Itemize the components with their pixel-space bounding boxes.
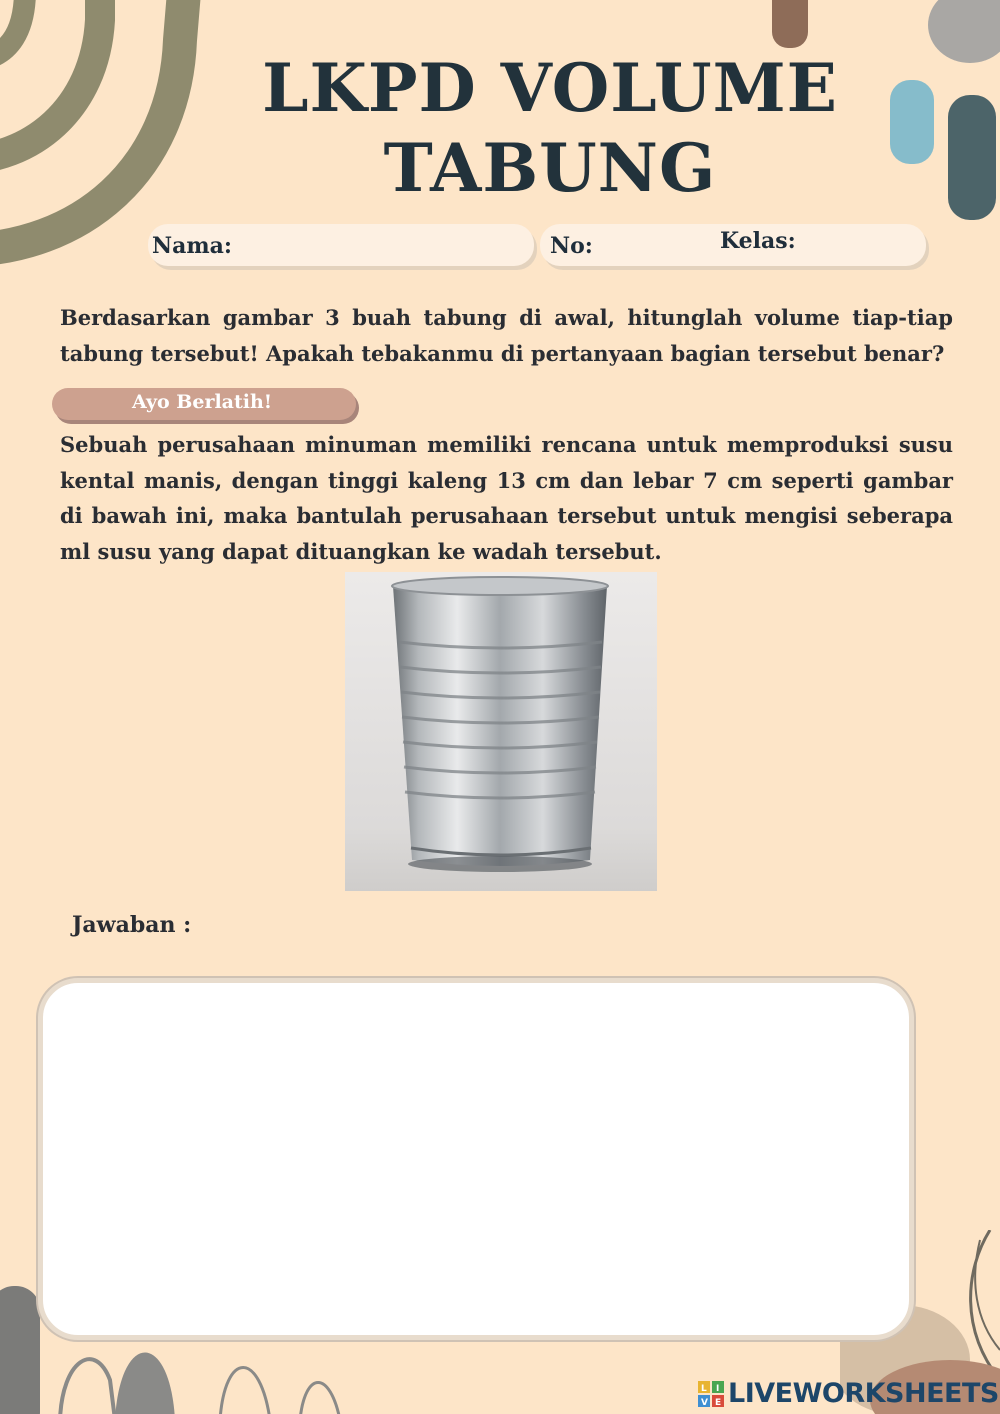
answer-label: Jawaban : xyxy=(72,912,192,938)
liveworksheets-logo-icon xyxy=(698,1381,724,1407)
tin-can-icon xyxy=(345,572,657,891)
section-tag-label: Ayo Berlatih! xyxy=(132,391,273,413)
intro-paragraph: Berdasarkan gambar 3 buah tabung di awal, hitunglah volume tiap-tiap tabung tersebut! Apakah tebakanmu di pertanyaan bagian tersebut benar? xyxy=(60,305,953,366)
liveworksheets-brand: LIVEWORKSHEETS xyxy=(728,1378,999,1409)
problem-paragraph: Sebuah perusahaan minuman memiliki rencana untuk memproduksi susu kental manis, dengan tinggi kaleng 13 cm dan lebar 7 cm seperti gambar di bawah ini, maka bantulah perusahaan tersebut untuk mengisi seberapa ml susu yang dapat dituangkan ke wadah tersebut. xyxy=(60,432,953,564)
no-label: No: xyxy=(550,233,593,259)
svg-text:L: L xyxy=(701,1383,707,1394)
liveworksheets-footer xyxy=(698,1378,999,1409)
page-title: LKPD VOLUME TABUNG xyxy=(262,49,838,207)
nama-label: Nama: xyxy=(152,233,233,259)
svg-text:E: E xyxy=(715,1397,722,1407)
kelas-label: Kelas: xyxy=(720,228,796,254)
svg-text:V: V xyxy=(701,1397,708,1407)
tin-can-photo xyxy=(345,572,657,891)
section-tag xyxy=(52,388,356,420)
svg-text:I: I xyxy=(716,1383,720,1394)
answer-input-box[interactable] xyxy=(38,978,914,1340)
